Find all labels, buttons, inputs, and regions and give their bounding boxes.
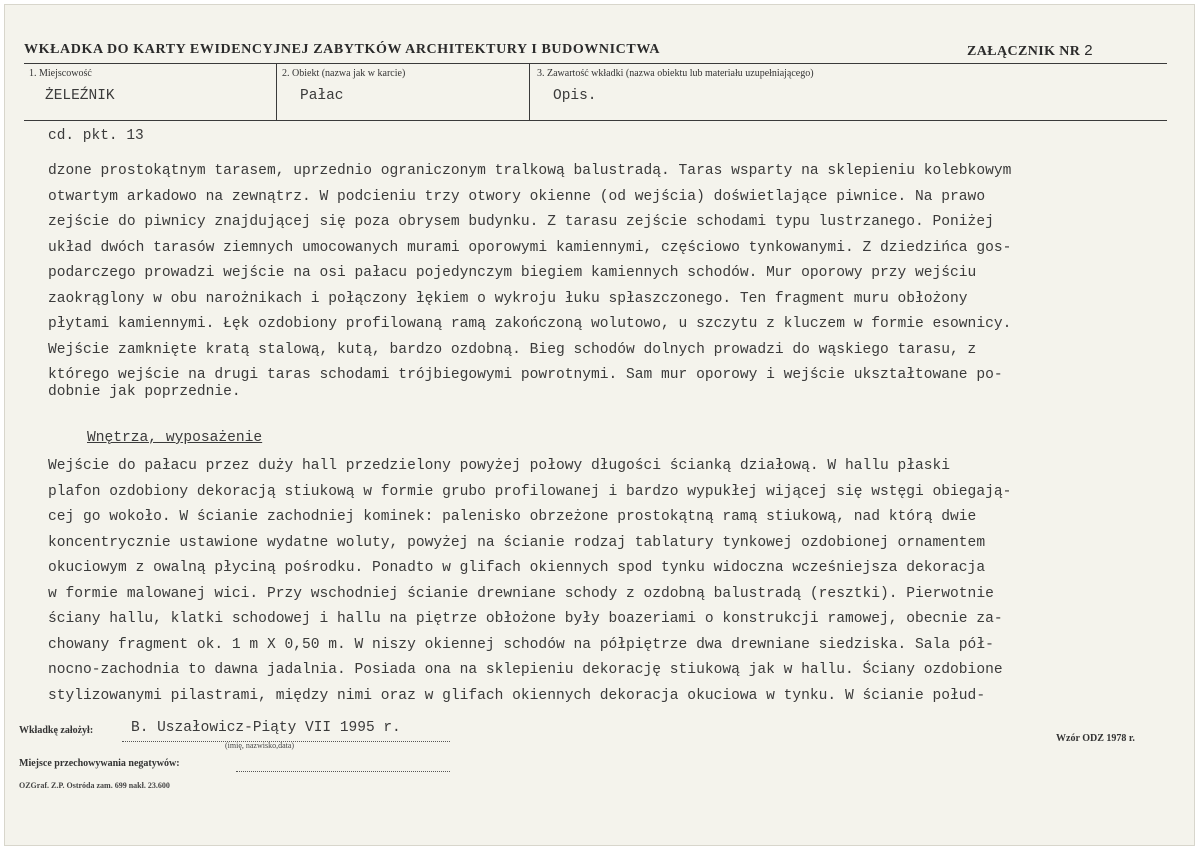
negatives-storage-dotted-line xyxy=(236,771,450,772)
body-line: zaokrąglony w obu narożnikach i połączony łękiem o wykroju łuku spłaszczonego. Ten fragment muru obłożony xyxy=(48,291,968,307)
body-line: płytami kamiennymi. Łęk ozdobiony profilowaną ramą zakończoną wolutowo, u szczytu z kluczem w formie esownicy. xyxy=(48,316,1012,332)
section-line: Wejście do pałacu przez duży hall przedzielony powyżej połowy długości ścianką działową. W hallu płaski xyxy=(48,458,951,474)
body-line: dzone prostokątnym tarasem, uprzednio ograniczonym tralkową balustradą. Taras wsparty na sklepieniu kolebkowym xyxy=(48,163,1012,179)
body-line: układ dwóch tarasów ziemnych umocowanych murami oporowymi kamiennymi, częściowo tynkowanymi. Z dziedzińca gos- xyxy=(48,240,1012,256)
field-label-locality: 1. Miejscowość xyxy=(29,68,92,79)
body-line: Wejście zamknięte kratą stalową, kutą, bardzo ozdobną. Bieg schodów dolnych prowadzi do wąskiego tarasu, z xyxy=(48,342,977,358)
body-line: dobnie jak poprzednie. xyxy=(48,384,241,400)
printer-imprint: OZGraf. Z.P. Ostróda zam. 699 nakł. 23.600 xyxy=(19,781,170,790)
field-label-object: 2. Obiekt (nazwa jak w karcie) xyxy=(282,68,406,79)
section-heading-interiors: Wnętrza, wyposażenie xyxy=(87,430,263,446)
continuation-marker: cd. pkt. 13 xyxy=(48,128,144,144)
section-line: w formie malowanej wici. Przy wschodniej ścianie drewniane schody z ozdobną balustradą (resztki). Pierwotnie xyxy=(48,586,994,602)
created-by-value: B. Uszałowicz-Piąty VII 1995 r. xyxy=(131,720,401,736)
field-divider-1 xyxy=(276,63,277,120)
fields-bottom-rule xyxy=(24,120,1167,121)
body-line: otwartym arkadowo na zewnątrz. W podcieniu trzy otwory okienne (od wejścia) doświetlające piwnice. Na prawo xyxy=(48,189,986,205)
field-divider-2 xyxy=(529,63,530,120)
section-line: cej go wokoło. W ścianie zachodniej kominek: palenisko obrzeżone prostokątną ramą stiukową, nad którą dwie xyxy=(48,509,977,525)
section-line: ściany hallu, klatki schodowej i hallu na piętrze obłożone były boazeriami o konstrukcji ramowej, obecnie za- xyxy=(48,611,1003,627)
field-value-contents: Opis. xyxy=(553,88,597,104)
body-line: zejście do piwnicy znajdującej się poza obrysem budynku. Z tarasu zejście schodami typu lustrzanego. Poniżej xyxy=(48,214,994,230)
annex-number: 2 xyxy=(1084,42,1093,59)
header-rule xyxy=(24,63,1167,64)
template-reference: Wzór ODZ 1978 r. xyxy=(1056,733,1135,744)
negatives-storage-label: Miejsce przechowywania negatywów: xyxy=(19,758,180,769)
body-line: którego wejście na drugi taras schodami trójbiegowymi powrotnymi. Sam mur oporowy i wejście ukształtowane po- xyxy=(48,367,1003,383)
section-line: chowany fragment ok. 1 m X 0,50 m. W niszy okiennej schodów na półpiętrze dwa drewniane siedziska. Sala pół- xyxy=(48,637,994,653)
field-label-contents: 3. Zawartość wkładki (nazwa obiektu lub materiału uzupełniającego) xyxy=(537,68,814,79)
annex-label xyxy=(967,42,1093,60)
section-line: okuciowym z owalną płyciną pośrodku. Ponadto w glifach okiennych spod tynku widoczna wcześniejsza dekoracja xyxy=(48,560,986,576)
section-line: plafon ozdobiony dekoracją stiukową w formie grubo profilowanej i bardzo wypukłej wijącej się wstęgi obiegają- xyxy=(48,484,1012,500)
section-line: koncentrycznie ustawione wydatne woluty, powyżej na ścianie rodzaj tablatury tynkowej ozdobionej ornamentem xyxy=(48,535,986,551)
annex-label-text: ZAŁĄCZNIK NR xyxy=(967,44,1081,59)
created-by-label: Wkładkę założył: xyxy=(19,725,94,736)
field-value-locality: ŻELEŹNIK xyxy=(45,88,115,104)
body-line: podarczego prowadzi wejście na osi pałacu pojedynczym biegiem kamiennych schodów. Mur oporowy przy wejściu xyxy=(48,265,977,281)
section-line: nocno-zachodnia to dawna jadalnia. Posiada ona na sklepieniu dekorację stiukową jak w hallu. Ściany ozdobione xyxy=(48,662,1003,678)
card-title: WKŁADKA DO KARTY EWIDENCYJNEJ ZABYTKÓW ARCHITEKTURY I BUDOWNICTWA xyxy=(24,42,661,57)
section-line: stylizowanymi pilastrami, między nimi oraz w glifach okiennych dekoracja okuciowa w tynku. W ścianie połud- xyxy=(48,688,986,704)
field-value-object: Pałac xyxy=(300,88,344,104)
created-by-caption: (imię, nazwisko,data) xyxy=(225,741,295,750)
